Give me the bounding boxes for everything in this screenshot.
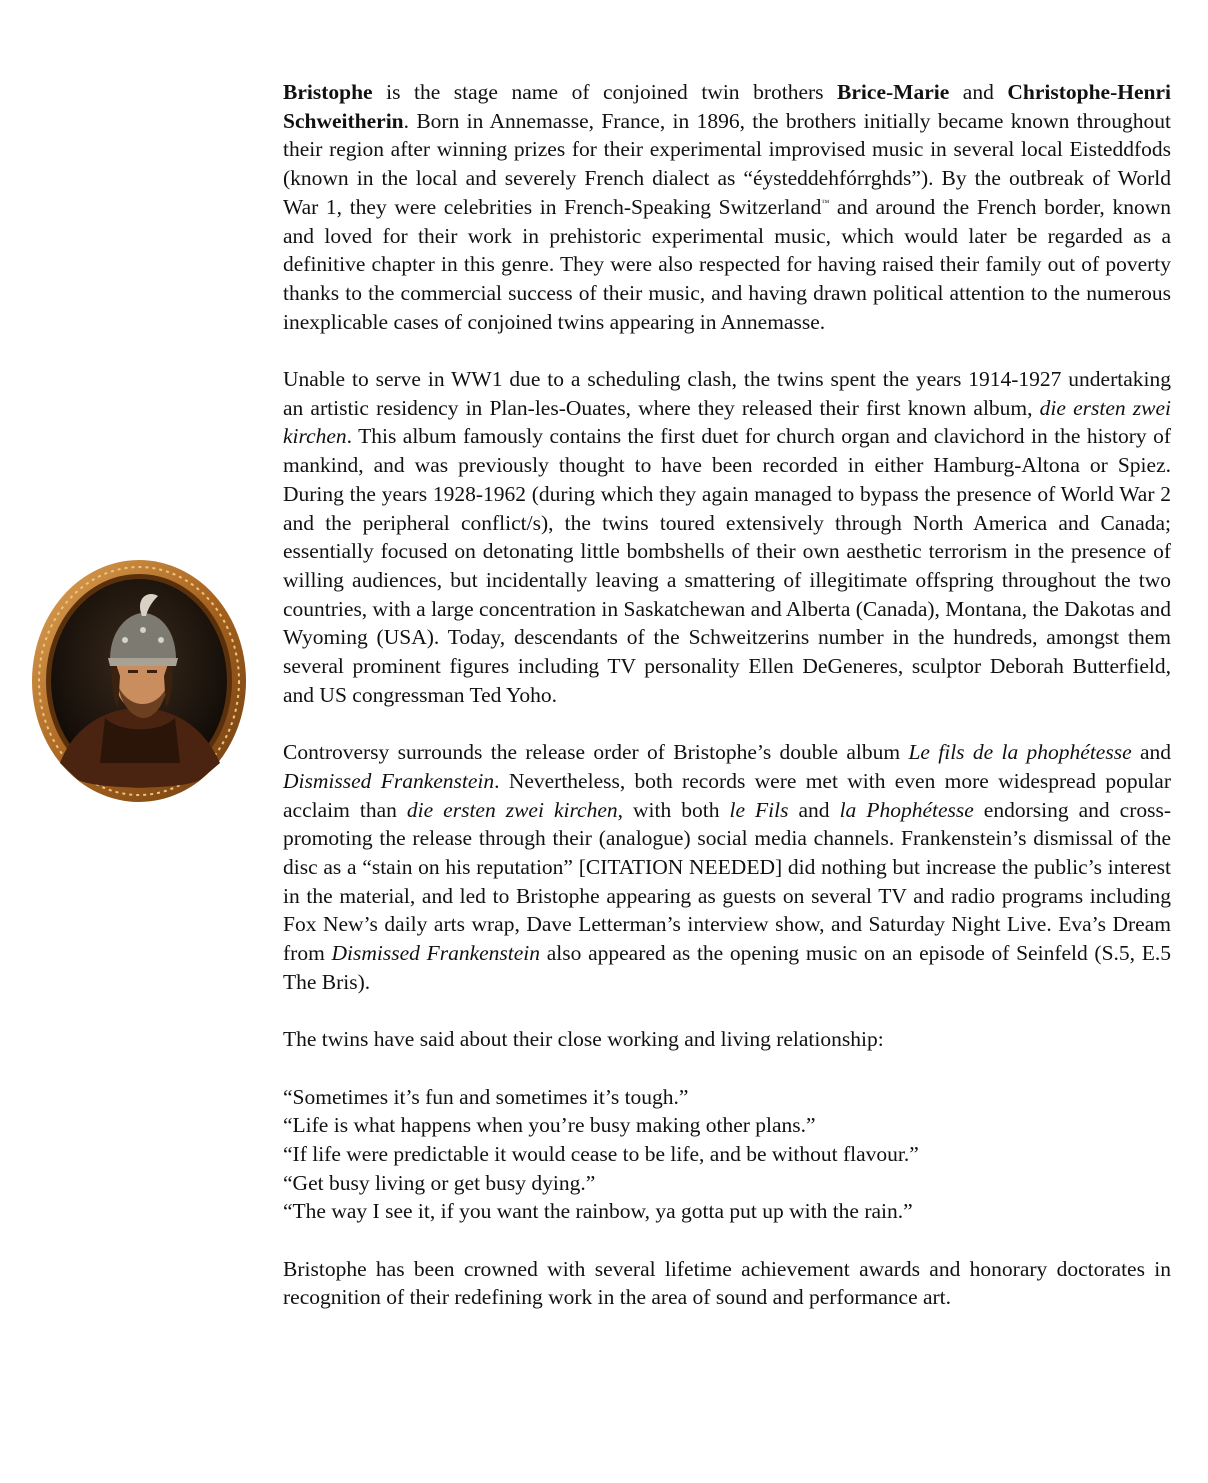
- text-span: and: [1131, 740, 1172, 765]
- paragraph-career: [283, 365, 1171, 709]
- text-span: , with both: [617, 797, 730, 822]
- bold-name-bristophe: Bristophe: [283, 80, 373, 104]
- framed-portrait-painting-icon: [30, 558, 248, 804]
- quote-line: “Get busy living or get busy dying.”: [283, 1170, 596, 1195]
- italic-name: le Fils: [729, 797, 789, 822]
- quote-line: “Life is what happens when you’re busy making other plans.”: [283, 1113, 816, 1138]
- bold-name-brice-marie: Brice-Marie: [837, 80, 950, 104]
- text-span: . This album famously contains the first duet for church organ and clavichord in the history of mankind, and was previously thought to have been recorded in either Hamburg-Altona or Spiez. During the years 1928-1962 (during which they again managed to bypass the presence of World War 2 and the peripheral conflict/s), the twins toured extensively through North America and Canada; essentially focused on detonating little bombshells of their own aesthetic terrorism in the presence of willing audiences, but incidentally leaving a smattering of illegitimate offspring throughout the two countries, with a large concentration in Saskatchewan and Alberta (Canada), Montana, the Dakotas and Wyoming (USA). Today, descendants of the Schweitzerins number in the hundreds, amongst them several prominent figures including TV personality Ellen DeGeneres, sculptor Deborah Butterfield, and US congressman Ted Yoho.: [283, 424, 1171, 707]
- quotes-list: [283, 1083, 1171, 1227]
- paragraph-controversy: [283, 738, 1171, 996]
- paragraph-intro: [283, 78, 1171, 336]
- text-span: Controversy surrounds the release order of Bristophe’s double album: [283, 740, 909, 765]
- text-span: and: [949, 80, 1008, 104]
- paragraph-quotes-intro: The twins have said about their close working and living relationship:: [283, 1027, 884, 1052]
- album-title: Dismissed Frankenstein: [331, 941, 541, 966]
- italic-name: la Phophétesse: [839, 797, 974, 822]
- text-span: is the stage name of conjoined twin brothers: [372, 80, 838, 104]
- text-span: . Born in Annemasse, France, in 1896, the brothers initially became known throughout their region after winning prizes for their experimental improvised music in several local Eisteddfods (known in the local and severely French dialect as “éysteddehfórrghds”). By the outbreak of World War 1, they were celebrities in French-Speaking Switzerland: [283, 108, 1171, 219]
- text-span: and: [788, 797, 840, 822]
- framed-portrait: [30, 558, 248, 804]
- quote-line: “Sometimes it’s fun and sometimes it’s tough.”: [283, 1084, 689, 1109]
- quote-line: “The way I see it, if you want the rainbow, ya gotta put up with the rain.”: [283, 1199, 913, 1224]
- album-title: die ersten zwei kirchen: [283, 395, 1171, 449]
- paragraph-awards: Bristophe has been crowned with several lifetime achievement awards and honorary doctorates in recognition of their redefining work in the area of sound and performance art.: [283, 1256, 1171, 1310]
- quote-line: “If life were predictable it would cease to be life, and be without flavour.”: [283, 1141, 919, 1166]
- bold-name-christophe-henri: Christophe-Henri Schweitherin: [283, 80, 1171, 133]
- album-title: die ersten zwei kirchen: [406, 797, 618, 822]
- text-span: and around the French border, known and loved for their work in prehistoric experimental music, which would later be regarded as a definitive chapter in this genre. They were also respected for having raised their family out of poverty thanks to the commercial success of their music, and having drawn political attention to the numerous inexplicable cases of conjoined twins appearing in Annemasse.: [283, 194, 1171, 334]
- text-span: also appeared as the opening music on an episode of Seinfeld (S.5, E.5 The Bris).: [283, 941, 1172, 994]
- text-span: Unable to serve in WW1 due to a scheduling clash, the twins spent the years 1914-1927 undertaking an artistic residency in Plan-les-Ouates, where they released their first known album,: [283, 367, 1171, 420]
- trademark-symbol: ™: [821, 197, 830, 207]
- album-title: Dismissed Frankenstein: [283, 768, 495, 793]
- biography-text: [283, 78, 1171, 1312]
- text-span: . Nevertheless, both records were met with even more widespread popular acclaim than: [283, 768, 1171, 822]
- text-span: endorsing and cross-promoting the release through their (analogue) social media channels. Frankenstein’s dismissal of the disc as a “stain on his reputation” [CITATION NEEDED] did nothing but increase the public’s interest in the material, and led to Bristophe appearing as guests on several TV and radio programs including Fox New’s daily arts wrap, Dave Letterman’s interview show, and Saturday Night Live. Eva’s Dream from: [283, 797, 1172, 966]
- album-title: Le fils de la phophétesse: [908, 740, 1132, 765]
